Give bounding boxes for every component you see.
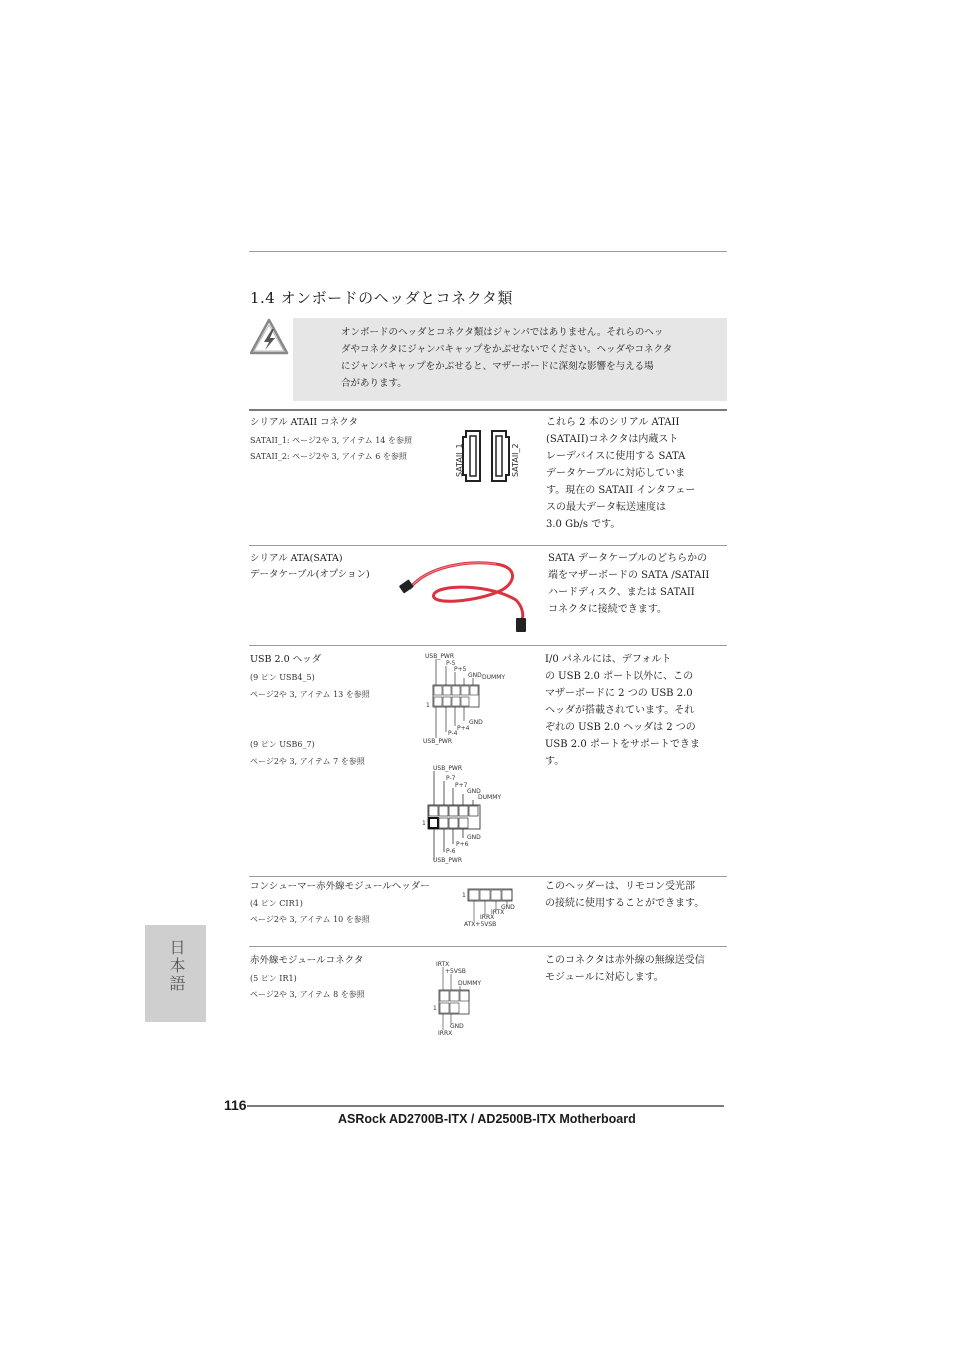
pin-label: P-6 bbox=[446, 848, 456, 855]
sataii1-ref: SATAII_1: ページ2や 3, アイテム 14 を参照 bbox=[250, 436, 412, 445]
sataii2-label: SATAII_2 bbox=[511, 443, 520, 477]
pin-label: P-7 bbox=[446, 775, 456, 782]
note-line: オンボードのヘッダとコネクタ類はジャンパではありません。それらのヘッ bbox=[341, 327, 664, 338]
desc-line: 端をマザーボードの SATA /SATAII bbox=[548, 570, 710, 581]
ir-ref: ページ2や 3, アイテム 8 を参照 bbox=[250, 990, 365, 999]
row-divider bbox=[249, 876, 727, 877]
usb-header-title: USB 2.0 ヘッダ bbox=[250, 654, 322, 665]
usb67-ref: ページ2や 3, アイテム 7 を参照 bbox=[250, 757, 365, 766]
usb-description bbox=[545, 651, 700, 770]
cir-pins: (4 ピン CIR1) bbox=[250, 899, 303, 908]
ir-pins: (5 ピン IR1) bbox=[250, 974, 297, 983]
desc-line: モジュールに対応します。 bbox=[545, 972, 664, 983]
desc-line: ぞれの USB 2.0 ヘッダは 2 つの bbox=[545, 722, 696, 733]
pin-label: P+4 bbox=[457, 725, 470, 732]
pin-label: DUMMY bbox=[478, 794, 502, 801]
pin-label: +5VSB bbox=[445, 968, 466, 975]
sataii1-label: SATAII_1 bbox=[455, 443, 464, 477]
note-line: 合があります。 bbox=[341, 378, 407, 389]
sata-cable-title: シリアル ATA(SATA) bbox=[250, 553, 343, 564]
pin-label: P-5 bbox=[446, 660, 456, 667]
note-line: ダやコネクタにジャンパキャップをかぶせないでください。ヘッダやコネクタ bbox=[341, 344, 673, 355]
pin-label: IRTX bbox=[436, 961, 450, 968]
warning-icon bbox=[248, 317, 290, 357]
ir-pin-diagram bbox=[430, 958, 500, 1038]
language-tab bbox=[145, 925, 206, 1022]
pin-label: P+7 bbox=[455, 782, 468, 789]
row-divider bbox=[249, 645, 727, 646]
desc-line: の接続に使用することができます。 bbox=[545, 898, 705, 909]
cir-header-title: コンシューマー赤外線モジュールヘッダー bbox=[250, 881, 430, 892]
pin-label: USB_PWR bbox=[425, 653, 455, 660]
desc-line: USB 2.0 ポートをサポートできま bbox=[545, 739, 700, 750]
pin-label: IRRX bbox=[438, 1030, 453, 1037]
pin-label: P+6 bbox=[456, 841, 469, 848]
ir-connector-title: 赤外線モジュールコネクタ bbox=[250, 955, 364, 966]
row-divider bbox=[249, 946, 727, 947]
desc-line: ハードディスク、または SATAII bbox=[548, 587, 695, 598]
desc-line: スの最大データ転送速度は bbox=[546, 502, 666, 513]
pin-one-label: 1 bbox=[433, 1005, 437, 1012]
usb67-pin-diagram bbox=[420, 762, 520, 866]
page-number: 116 bbox=[224, 1097, 247, 1113]
desc-line: す。 bbox=[545, 756, 565, 767]
top-divider bbox=[249, 251, 727, 252]
pin-label: GND bbox=[450, 1023, 464, 1030]
row-divider bbox=[249, 409, 727, 411]
desc-line: の USB 2.0 ポート以外に、この bbox=[545, 671, 694, 682]
pin-one-label: 1 bbox=[422, 820, 426, 827]
desc-line: コネクタに接続できます。 bbox=[548, 604, 667, 615]
desc-line: SATA データケーブルのどちらかの bbox=[548, 553, 708, 564]
pin-label: P-4 bbox=[448, 730, 458, 737]
pin-label: USB_PWR bbox=[433, 765, 463, 772]
pin-label: P+5 bbox=[454, 666, 467, 673]
usb45-pin-diagram bbox=[420, 650, 520, 748]
desc-line: I/0 パネルには、デフォルト bbox=[545, 654, 672, 665]
pin-label: DUMMY bbox=[458, 980, 482, 987]
desc-line: データケーブルに対応していま bbox=[546, 468, 686, 479]
sataii-connector-diagram bbox=[452, 425, 532, 487]
cir-description bbox=[545, 878, 704, 912]
row-divider bbox=[249, 545, 727, 546]
usb67-pins: (9 ピン USB6_7) bbox=[250, 740, 315, 749]
cir-pin-diagram bbox=[460, 886, 530, 930]
note-line: にジャンパキャップをかぶせると、マザーボードに深刻な影響を与える場 bbox=[341, 361, 654, 372]
sataii-title: シリアル ATAII コネクタ bbox=[250, 417, 358, 428]
desc-line: (SATAII)コネクタは内蔵スト bbox=[546, 434, 679, 445]
pin-label: DUMMY bbox=[482, 674, 506, 681]
pin-label: USB_PWR bbox=[423, 738, 453, 745]
pin-one-label: 1 bbox=[426, 702, 430, 709]
desc-line: このコネクタは赤外線の無線送受信 bbox=[545, 955, 705, 966]
note-text bbox=[341, 324, 672, 392]
pin-label: IRTX bbox=[491, 909, 505, 916]
pin-one-label: 1 bbox=[462, 892, 466, 899]
footer-text: ASRock AD2700B-ITX / AD2500B-ITX Motherboard bbox=[338, 1112, 636, 1126]
section-title: 1.4 オンボードのヘッダとコネクタ類 bbox=[250, 289, 513, 307]
desc-line: す。現在の SATAII インタフェー bbox=[546, 485, 696, 496]
sataii-description bbox=[546, 414, 695, 533]
pin-label: GND bbox=[467, 834, 481, 841]
sata-cable-title-2: データケーブル(オプション) bbox=[250, 569, 370, 580]
sata-cable-description bbox=[548, 550, 709, 618]
sata-cable-image bbox=[398, 558, 538, 634]
desc-line: ヘッダが搭載されています。それ bbox=[545, 705, 695, 716]
pin-label: ATX+5VSB bbox=[464, 921, 497, 928]
usb45-pins: (9 ピン USB4_5) bbox=[250, 673, 315, 682]
cir-ref: ページ2や 3, アイテム 10 を参照 bbox=[250, 915, 370, 924]
desc-line: これら 2 本のシリアル ATAII bbox=[546, 417, 680, 428]
desc-line: マザーボードに 2 つの USB 2.0 bbox=[545, 688, 693, 699]
pin-label: GND bbox=[469, 719, 483, 726]
usb45-ref: ページ2や 3, アイテム 13 を参照 bbox=[250, 690, 370, 699]
sataii2-ref: SATAII_2: ページ2や 3, アイテム 6 を参照 bbox=[250, 452, 407, 461]
pin-label: USB_PWR bbox=[433, 857, 463, 864]
desc-line: レーデバイスに使用する SATA bbox=[546, 451, 686, 462]
pin-label: GND bbox=[501, 904, 515, 911]
footer-rule bbox=[247, 1105, 724, 1107]
pin-label: GND bbox=[467, 788, 481, 795]
desc-line: 3.0 Gb/s です。 bbox=[546, 519, 621, 530]
pin-label: IRRX bbox=[480, 914, 495, 921]
pin-label: GND bbox=[468, 672, 482, 679]
language-tab-label: 日本語 bbox=[167, 939, 186, 993]
desc-line: このヘッダーは、リモコン受光部 bbox=[545, 881, 695, 892]
ir-description bbox=[545, 952, 705, 986]
